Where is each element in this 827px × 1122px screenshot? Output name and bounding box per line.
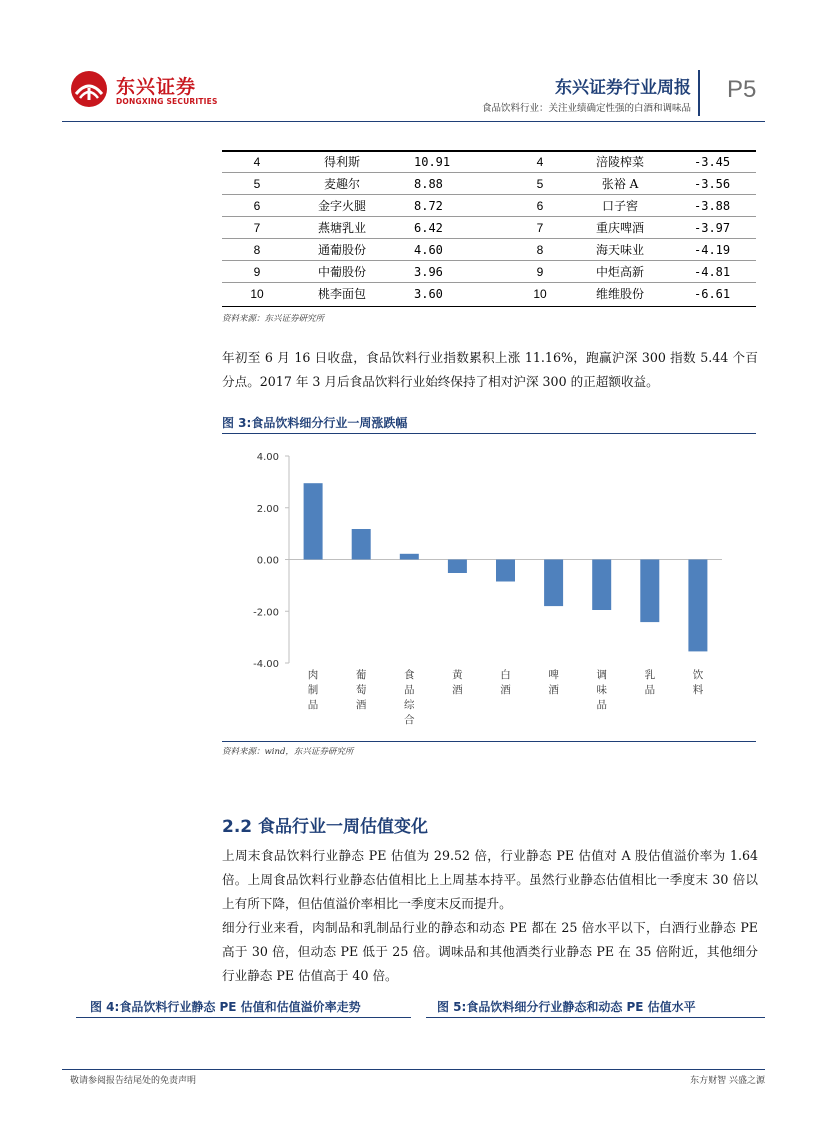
bar-5 [544, 560, 563, 607]
logo-mark-icon [70, 70, 108, 108]
cell-name-left: 通葡股份 [292, 239, 392, 261]
table-row [222, 217, 756, 239]
cell-name-right: 中炬高新 [570, 261, 670, 283]
cell-value-left: 3.96 [392, 261, 510, 283]
logo-chinese-text: 东兴证券 [116, 76, 197, 98]
cell-rank-right: 7 [510, 217, 570, 239]
cell-name-left: 金字火腿 [292, 195, 392, 217]
valuation-paragraph-2: 细分行业来看，肉制品和乳制品行业的静态和动态 PE 都在 25 倍水平以下，白酒行业静态 PE 高于 30 倍，但动态 PE 低于 25 倍。调味品和其他酒类行业静态 PE 在 35 倍附近，其他细分行业静态 PE 估值高于 40 倍。 [222, 920, 758, 983]
cell-rank-right: 10 [533, 286, 547, 301]
cell-name-right: 维维股份 [595, 287, 644, 301]
x-category-label: 肉制品 [307, 669, 319, 711]
figure4-rule [76, 1017, 411, 1018]
report-subtitle: 食品饮料行业：关注业绩确定性强的白酒和调味品 [481, 103, 691, 114]
logo-english-text: DONGXING SECURITIES [116, 97, 218, 106]
x-category-label: 葡萄酒 [355, 669, 367, 711]
cell-value-right: -6.61 [694, 286, 731, 301]
cell-rank-left: 7 [222, 217, 292, 239]
cell-rank-right: 6 [510, 195, 570, 217]
cell-rank-left: 4 [222, 151, 292, 173]
cell-name-left: 中葡股份 [292, 261, 392, 283]
cell-name-left: 麦趣尔 [292, 173, 392, 195]
table-row [222, 151, 756, 173]
cell-name-right: 海天味业 [570, 239, 670, 261]
valuation-paragraph-1: 上周末食品饮料行业静态 PE 估值为 29.52 倍，行业静态 PE 估值对 A 股估值溢价率为 1.64 倍。上周食品饮料行业静态估值相比上上周基本持平。虽然行业静态估值相比一季度末 30 倍以上有所下降，但估值溢价率相比一季度末反而提升。 [222, 848, 758, 911]
ytd-performance-paragraph: 年初至 6 月 16 日收盘，食品饮料行业指数累积上涨 11.16%，跑赢沪深 300 指数 5.44 个百分点。2017 年 3 月后食品饮料行业始终保持了相对沪深 300 的正超额收益。 [222, 350, 758, 389]
bar-7 [640, 560, 659, 623]
table-row [222, 173, 756, 195]
section-title: 2.2 食品行业一周估值变化 [222, 817, 429, 837]
cell-value-left: 4.60 [392, 239, 510, 261]
cell-name-right: 重庆啤酒 [570, 217, 670, 239]
footer-rule [62, 1069, 765, 1070]
stock-ranking-table [222, 151, 756, 304]
cell-value-right: -3.56 [670, 173, 756, 195]
cell-rank-left: 5 [222, 173, 292, 195]
cell-value-left: 6.42 [392, 217, 510, 239]
x-category-label: 调味品 [596, 669, 607, 711]
table-row [222, 239, 756, 261]
report-title: 东兴证券行业周报 [555, 78, 691, 98]
footer-disclaimer: 敬请参阅报告结尾处的免责声明 [70, 1076, 197, 1086]
cell-name-left: 得利斯 [292, 151, 392, 173]
y-tick-label: 4.00 [256, 452, 279, 463]
cell-name-right: 张裕 A [570, 173, 670, 195]
cell-name-left: 桃李面包 [317, 287, 366, 301]
bar-3 [448, 560, 467, 574]
figure3-bottom-rule [222, 741, 756, 742]
cell-rank-left: 8 [222, 239, 292, 261]
cell-value-right: -4.81 [670, 261, 756, 283]
cell-value-right: -3.45 [670, 151, 756, 173]
table-source: 资料来源：东兴证券研究所 [222, 314, 325, 324]
cell-rank-left: 6 [222, 195, 292, 217]
table-row [222, 195, 756, 217]
cell-rank-left: 9 [222, 261, 292, 283]
page-number: P5 [727, 76, 757, 103]
subsector-weekly-change-chart [222, 440, 756, 736]
figure3-title: 图 3:食品饮料细分行业一周涨跌幅 [222, 416, 408, 430]
figure4-title: 图 4:食品饮料行业静态 PE 估值和估值溢价率走势 [90, 1000, 361, 1014]
bar-8 [688, 560, 707, 652]
figure5-rule [426, 1017, 765, 1018]
cell-rank-right: 8 [510, 239, 570, 261]
cell-name-left: 燕塘乳业 [292, 217, 392, 239]
x-category-label: 黄酒 [452, 669, 463, 696]
header-divider [698, 70, 700, 116]
table-bottom-rule [222, 306, 756, 307]
cell-value-left: 10.91 [392, 151, 510, 173]
cell-rank-right: 4 [510, 151, 570, 173]
figure3-rule [222, 433, 756, 434]
cell-value-left: 8.72 [392, 195, 510, 217]
y-tick-label: 0.00 [256, 555, 279, 567]
cell-value-right: -4.19 [670, 239, 756, 261]
cell-value-right: -3.88 [670, 195, 756, 217]
bar-6 [592, 560, 611, 611]
x-category-label: 乳品 [644, 669, 656, 696]
company-logo [70, 68, 220, 114]
x-category-label: 白酒 [500, 669, 511, 696]
bar-2 [400, 554, 419, 560]
bar-0 [304, 483, 323, 559]
cell-value-left: 3.60 [414, 286, 443, 301]
bar-4 [496, 560, 515, 582]
x-category-label: 饮料 [692, 669, 704, 696]
y-tick-label: -4.00 [253, 659, 279, 670]
cell-value-right: -3.97 [670, 217, 756, 239]
bar-1 [352, 529, 371, 560]
x-category-label: 啤酒 [548, 669, 559, 696]
cell-rank-right: 9 [510, 261, 570, 283]
cell-name-right: 涪陵榨菜 [570, 151, 670, 173]
x-category-label: 食品综合 [404, 669, 415, 726]
cell-rank-left: 10 [250, 286, 264, 301]
figure3-source: 资料来源：wind，东兴证券研究所 [222, 747, 354, 757]
cell-name-right: 口子窖 [570, 195, 670, 217]
table-row [222, 261, 756, 283]
table-row [222, 283, 756, 305]
y-tick-label: 2.00 [256, 503, 279, 515]
cell-rank-right: 5 [510, 173, 570, 195]
footer-slogan: 东方财智 兴盛之源 [690, 1076, 765, 1086]
y-tick-label: -2.00 [253, 607, 279, 619]
cell-value-left: 8.88 [392, 173, 510, 195]
figure5-title: 图 5:食品饮料细分行业静态和动态 PE 估值水平 [437, 1000, 696, 1014]
header-rule [62, 121, 765, 122]
